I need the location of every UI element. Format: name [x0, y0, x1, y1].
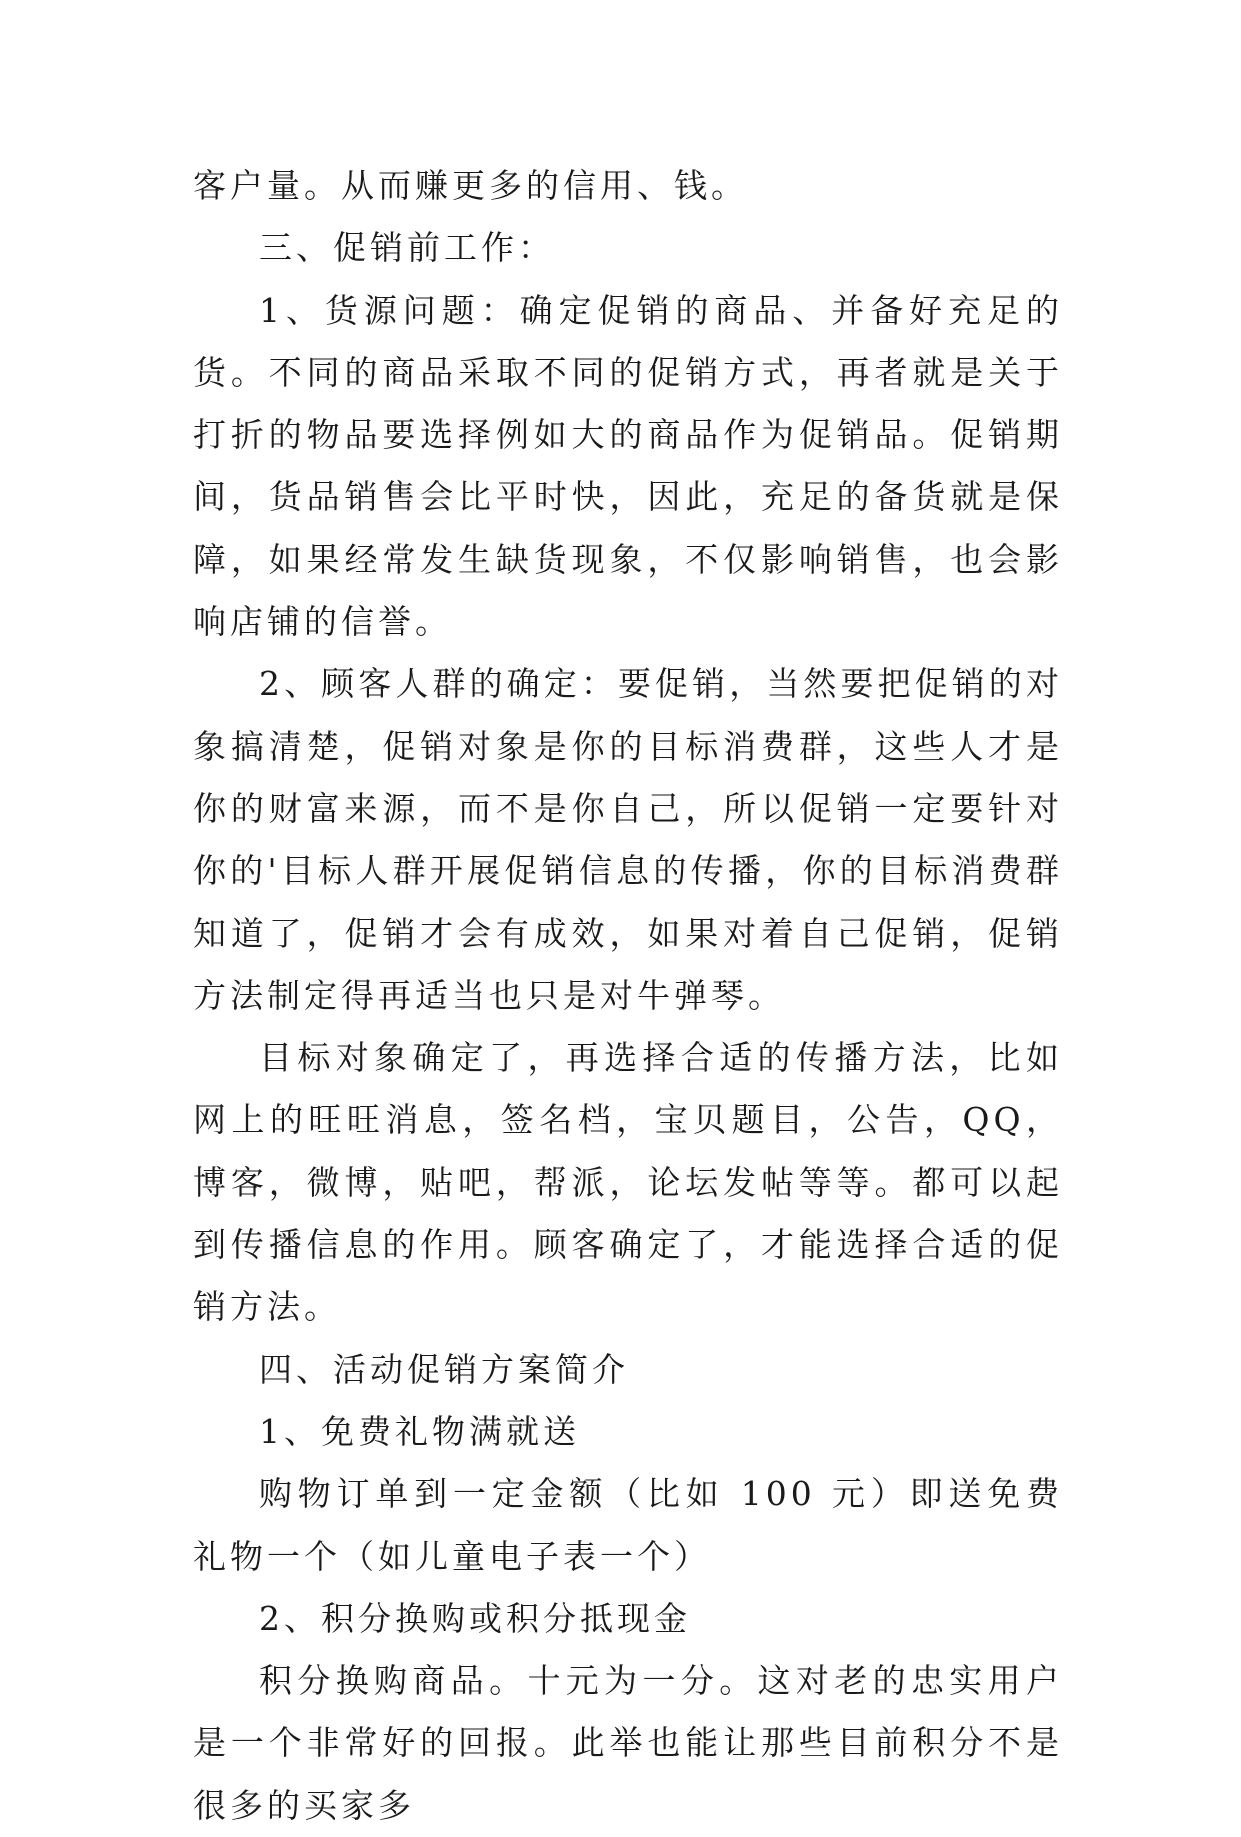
document-body [193, 155, 1063, 1837]
paragraph-points-exchange-detail: 积分换购商品。十元为一分。这对老的忠实用户是一个非常好的回报。此举也能让那些目前积分不是很多的买家多 [193, 1661, 1063, 1825]
paragraph-free-gift-detail: 购物订单到一定金额（比如 100 元）即送免费礼物一个（如儿童电子表一个） [193, 1474, 1063, 1576]
paragraph-continuation: 客户量。从而赚更多的信用、钱。 [193, 166, 748, 205]
paragraph-customer-group: 2、顾客人群的确定：要促销，当然要把促销的对象搞清楚，促销对象是你的目标消费群，这些人才是你的财富来源，而不是你自己，所以促销一定要针对你的'目标人群开展促销信息的传播，你的目标消费群知道了，促销才会有成效，如果对着自己促销，促销方法制定得再适当也只是对牛弹琴。 [193, 664, 1063, 1015]
paragraph-supply-issue: 1、货源问题：确定促销的商品、并备好充足的货。不同的商品采取不同的促销方式，再者就是关于打折的物品要选择例如大的商品作为促销品。促销期间，货品销售会比平时快，因此，充足的备货就是保障，如果经常发生缺货现象，不仅影响销售，也会影响店铺的信誉。 [193, 290, 1063, 642]
section-heading-pre-promotion-work: 三、促销前工作： [259, 228, 555, 268]
section-heading-promotion-plan: 四、活动促销方案简介 [259, 1349, 629, 1389]
subheading-free-gift: 1、免费礼物满就送 [259, 1411, 580, 1451]
paragraph-communication-methods: 目标对象确定了，再选择合适的传播方法，比如网上的旺旺消息，签名档，宝贝题目，公告，QQ，博客，微博，贴吧，帮派，论坛发帖等等。都可以起到传播信息的作用。顾客确定了，才能选择合适的促销方法。 [193, 1038, 1063, 1327]
subheading-points-exchange: 2、积分换购或积分抵现金 [259, 1598, 691, 1638]
